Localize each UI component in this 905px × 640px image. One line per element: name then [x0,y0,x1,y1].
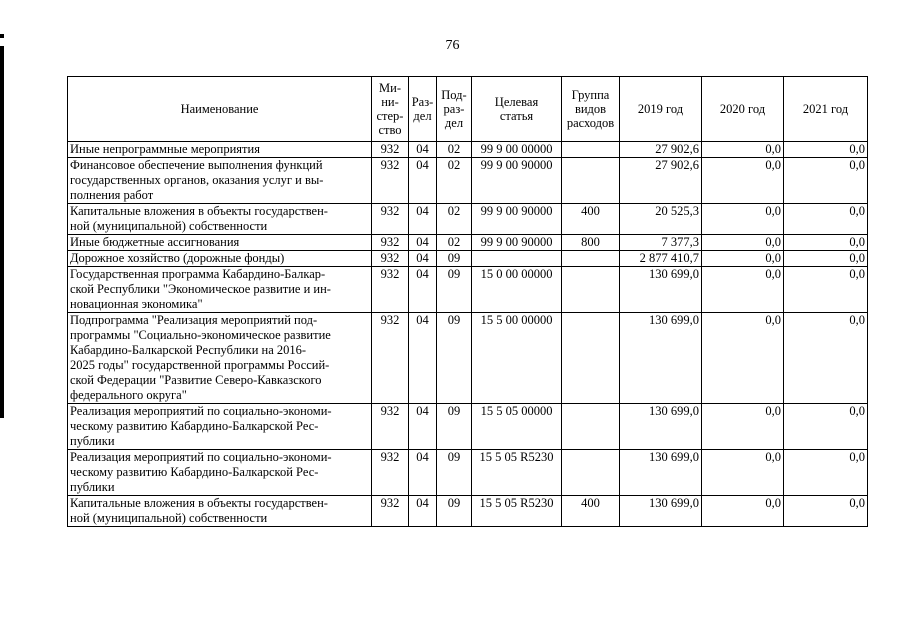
cell-expense-group: 400 [562,204,620,235]
cell-2020: 0,0 [702,235,784,251]
cell-name-line: Реализация мероприятий по социально-экономи- [70,450,332,464]
cell-2020: 0,0 [702,404,784,450]
cell-name [68,251,372,267]
header-line: дел [413,109,432,123]
cell-2019: 20 525,3 [620,204,702,235]
cell-2019: 2 877 410,7 [620,251,702,267]
header-2021: 2021 год [784,77,868,142]
cell-name-line: ческому развитию Кабардино-Балкарской Рес- [70,465,319,479]
cell-2019: 27 902,6 [620,142,702,158]
cell-2021: 0,0 [784,251,868,267]
table-header-row [68,77,868,142]
cell-name-line: публики [70,480,115,494]
cell-ministry: 932 [372,158,409,204]
cell-target-article: 15 0 00 00000 [472,267,562,313]
header-line: видов [574,102,607,116]
cell-expense-group [562,267,620,313]
cell-2021: 0,0 [784,158,868,204]
header-line: статья [499,109,534,123]
table-row [68,142,868,158]
cell-ministry: 932 [372,235,409,251]
cell-target-article: 99 9 00 90000 [472,204,562,235]
cell-target-article: 15 5 00 00000 [472,313,562,404]
cell-name [68,142,372,158]
cell-2020: 0,0 [702,158,784,204]
cell-subsection: 02 [437,204,472,235]
header-subsection [437,77,472,142]
budget-table [67,76,868,527]
header-section [409,77,437,142]
table-row [68,313,868,404]
cell-name-line: Иные бюджетные ассигнования [70,235,240,249]
table-row [68,235,868,251]
cell-2021: 0,0 [784,267,868,313]
cell-ministry: 932 [372,404,409,450]
cell-subsection: 09 [437,251,472,267]
cell-2020: 0,0 [702,267,784,313]
cell-name-line: ской Федерации "Развитие Северо-Кавказского [70,373,322,387]
cell-expense-group [562,404,620,450]
header-line: Группа [571,88,610,102]
header-2019: 2019 год [620,77,702,142]
cell-expense-group [562,158,620,204]
cell-name-line: Кабардино-Балкарской Республики на 2016- [70,343,307,357]
header-expense-group [562,77,620,142]
cell-ministry: 932 [372,142,409,158]
cell-name-line: ной (муниципальной) собственности [70,219,268,233]
cell-expense-group [562,251,620,267]
cell-name-line: Реализация мероприятий по социально-экономи- [70,404,332,418]
cell-subsection: 09 [437,496,472,527]
scan-edge-mark [0,34,4,38]
table-row [68,496,868,527]
cell-2021: 0,0 [784,313,868,404]
header-line: Раз- [411,95,434,109]
cell-2021: 0,0 [784,450,868,496]
cell-name-line: Государственная программа Кабардино-Балкар- [70,267,326,281]
cell-section: 04 [409,496,437,527]
header-line: ство [378,123,402,137]
cell-name-line: программы "Социально-экономическое развитие [70,328,331,342]
cell-name [68,158,372,204]
header-line: ни- [381,95,399,109]
table-body [68,142,868,527]
cell-2021: 0,0 [784,235,868,251]
cell-name-line: 2025 годы" государственной программы Россий- [70,358,330,372]
cell-section: 04 [409,142,437,158]
cell-2020: 0,0 [702,313,784,404]
table-row [68,267,868,313]
cell-name-line: государственных органов, оказания услуг и вы- [70,173,324,187]
header-line: расходов [566,116,615,130]
cell-subsection: 09 [437,313,472,404]
cell-subsection: 09 [437,267,472,313]
cell-name-line: Капитальные вложения в объекты государствен- [70,496,328,510]
cell-name [68,267,372,313]
header-line: Целевая [494,95,539,109]
cell-name-line: новационная экономика" [70,297,203,311]
header-line: стер- [376,109,404,123]
cell-section: 04 [409,251,437,267]
cell-2019: 130 699,0 [620,267,702,313]
cell-name-line: ской Республики "Экономическое развитие и ин- [70,282,331,296]
cell-target-article: 99 9 00 00000 [472,142,562,158]
cell-expense-group: 400 [562,496,620,527]
cell-ministry: 932 [372,204,409,235]
cell-2019: 130 699,0 [620,313,702,404]
cell-name-line: Капитальные вложения в объекты государствен- [70,204,328,218]
cell-name-line: ческому развитию Кабардино-Балкарской Рес- [70,419,319,433]
header-2020: 2020 год [702,77,784,142]
cell-name-line: Подпрограмма "Реализация мероприятий под- [70,313,318,327]
cell-ministry: 932 [372,450,409,496]
cell-name [68,404,372,450]
cell-2019: 27 902,6 [620,158,702,204]
cell-name [68,235,372,251]
cell-ministry: 932 [372,267,409,313]
header-line: Ми- [379,81,401,95]
cell-target-article: 99 9 00 90000 [472,158,562,204]
cell-target-article: 15 5 05 R5230 [472,496,562,527]
table-row [68,450,868,496]
page-number: 76 [445,38,460,53]
cell-section: 04 [409,267,437,313]
cell-target-article: 15 5 05 00000 [472,404,562,450]
cell-2020: 0,0 [702,450,784,496]
header-target-article [472,77,562,142]
cell-subsection: 02 [437,142,472,158]
cell-section: 04 [409,404,437,450]
table-row [68,404,868,450]
cell-expense-group [562,450,620,496]
header-line: Под- [441,88,467,102]
cell-section: 04 [409,450,437,496]
cell-expense-group [562,142,620,158]
cell-2021: 0,0 [784,142,868,158]
cell-subsection: 09 [437,450,472,496]
table-row [68,158,868,204]
cell-name-line: Иные непрограммные мероприятия [70,142,260,156]
cell-2020: 0,0 [702,142,784,158]
header-line: дел [444,116,464,130]
cell-expense-group: 800 [562,235,620,251]
cell-2021: 0,0 [784,204,868,235]
table-row [68,204,868,235]
cell-section: 04 [409,235,437,251]
cell-ministry: 932 [372,251,409,267]
cell-name-line: Финансовое обеспечение выполнения функций [70,158,323,172]
cell-subsection: 02 [437,235,472,251]
cell-2020: 0,0 [702,204,784,235]
cell-2019: 130 699,0 [620,404,702,450]
scan-edge-mark [0,46,4,418]
cell-ministry: 932 [372,313,409,404]
header-name: Наименование [68,77,372,142]
cell-name-line: полнения работ [70,188,154,202]
cell-2021: 0,0 [784,496,868,527]
header-line: раз- [443,102,465,116]
cell-target-article: 15 5 05 R5230 [472,450,562,496]
cell-2021: 0,0 [784,404,868,450]
cell-target-article [472,251,562,267]
cell-name-line: федерального округа" [70,388,187,402]
cell-section: 04 [409,313,437,404]
cell-subsection: 09 [437,404,472,450]
header-ministry [372,77,409,142]
cell-name [68,313,372,404]
cell-name [68,450,372,496]
cell-section: 04 [409,204,437,235]
cell-name [68,204,372,235]
cell-name-line: Дорожное хозяйство (дорожные фонды) [70,251,285,265]
cell-expense-group [562,313,620,404]
cell-name-line: ной (муниципальной) собственности [70,511,268,525]
table-row [68,251,868,267]
cell-2020: 0,0 [702,251,784,267]
cell-2020: 0,0 [702,496,784,527]
cell-target-article: 99 9 00 90000 [472,235,562,251]
cell-2019: 7 377,3 [620,235,702,251]
cell-2019: 130 699,0 [620,450,702,496]
cell-section: 04 [409,158,437,204]
cell-ministry: 932 [372,496,409,527]
cell-2019: 130 699,0 [620,496,702,527]
cell-subsection: 02 [437,158,472,204]
cell-name-line: публики [70,434,115,448]
cell-name [68,496,372,527]
